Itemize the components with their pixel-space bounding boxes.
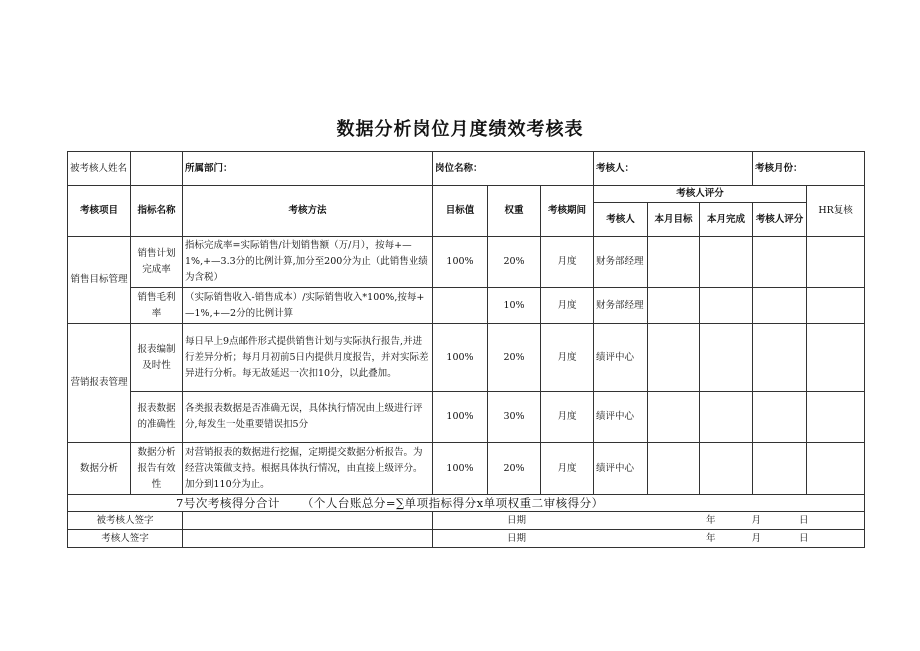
column-header-row: [68, 186, 865, 203]
rating-cell[interactable]: [753, 392, 807, 443]
col-weight: 权重: [488, 186, 541, 237]
indicator-cell: 销售毛利率: [131, 288, 183, 324]
period-cell: 月度: [541, 392, 594, 443]
signature-field[interactable]: [183, 512, 433, 530]
rating-cell[interactable]: [753, 443, 807, 495]
month-target-cell[interactable]: [648, 443, 700, 495]
col-period: 考核期间: [541, 186, 594, 237]
method-cell: （实际销售收入-销售成本）/实际销售收入*100%,按每+—1%,+—2分的比例计算: [183, 288, 433, 324]
hr-review-cell[interactable]: [807, 392, 865, 443]
col-item: 考核项目: [68, 186, 131, 237]
date-cell: [433, 512, 865, 530]
assessor-cell: 绩评中心: [594, 443, 648, 495]
target-cell: 100%: [433, 443, 488, 495]
assessor-cell: 财务部经理: [594, 288, 648, 324]
assessor-cell: 绩评中心: [594, 392, 648, 443]
target-cell: 100%: [433, 392, 488, 443]
weight-cell: 10%: [488, 288, 541, 324]
total-lead: 7: [176, 496, 184, 510]
signature-field[interactable]: [183, 530, 433, 548]
col-month-target: 本月目标: [648, 203, 700, 237]
period-cell: 月度: [541, 288, 594, 324]
col-assessor-score: 考核人评分: [594, 186, 807, 203]
rating-cell[interactable]: [753, 288, 807, 324]
period-cell: 月度: [541, 237, 594, 288]
assessment-table: [67, 151, 865, 548]
total-label: 号次考核得分合计: [183, 496, 280, 510]
name-label: 被考核人姓名: [68, 152, 131, 186]
day-label: 日: [799, 514, 809, 526]
method-cell: 各类报表数据是否准确无误，具体执行情况由上级进行评分,每发生一处重要错误扣5分: [183, 392, 433, 443]
month-target-cell[interactable]: [648, 237, 700, 288]
target-cell: [433, 288, 488, 324]
target-cell: 100%: [433, 237, 488, 288]
weight-cell: 20%: [488, 443, 541, 495]
month-done-cell[interactable]: [700, 392, 753, 443]
col-target: 目标值: [433, 186, 488, 237]
method-cell: 每日早上9点邮件形式提供销售计划与实际执行报告,并进行差异分析；每月月初前5日内提供月度报告，并对实际差异进行分析。每无故延迟一次扣10分，以此叠加。: [183, 324, 433, 392]
table-row: [68, 392, 865, 443]
table-row: [68, 324, 865, 392]
hr-review-cell[interactable]: [807, 324, 865, 392]
month-target-cell[interactable]: [648, 392, 700, 443]
weight-cell: 30%: [488, 392, 541, 443]
col-assessor-rating: 考核人评分: [753, 203, 807, 237]
signature-label: 被考核人签字: [68, 512, 183, 530]
month-label-sig: 月: [751, 514, 762, 526]
target-cell: 100%: [433, 324, 488, 392]
total-formula: （个人台账总分=∑单项指标得分x单项权重二审核得分）: [301, 496, 604, 510]
table-row: [68, 288, 865, 324]
post-label: 岗位名称：: [433, 152, 594, 186]
signature-label: 考核人签字: [68, 530, 183, 548]
date-label: 日期: [507, 532, 527, 544]
total-row: [68, 495, 865, 512]
date-cell: [433, 530, 865, 548]
month-done-cell[interactable]: [700, 443, 753, 495]
period-cell: 月度: [541, 324, 594, 392]
assessor-cell: 财务部经理: [594, 237, 648, 288]
assessor-cell: 绩评中心: [594, 324, 648, 392]
hr-review-cell[interactable]: [807, 288, 865, 324]
item-cell: 数据分析: [68, 443, 131, 495]
month-done-cell[interactable]: [700, 324, 753, 392]
indicator-cell: 销售计划完成率: [131, 237, 183, 288]
month-target-cell[interactable]: [648, 288, 700, 324]
signature-row: [68, 530, 865, 548]
date-label: 日期: [507, 514, 527, 526]
year-label: 年: [706, 514, 716, 526]
month-label: 考核月份：: [753, 152, 865, 186]
hr-review-cell[interactable]: [807, 237, 865, 288]
rating-cell[interactable]: [753, 324, 807, 392]
indicator-cell: 报表编制及时性: [131, 324, 183, 392]
col-indicator: 指标名称: [131, 186, 183, 237]
dept-label: 所属部门：: [183, 152, 433, 186]
signature-row: [68, 512, 865, 530]
weight-cell: 20%: [488, 237, 541, 288]
col-assessor: 考核人: [594, 203, 648, 237]
year-label: 年: [706, 532, 716, 544]
indicator-cell: 报表数据的准确性: [131, 392, 183, 443]
assessor-label: 考核人：: [594, 152, 753, 186]
month-label-sig: 月: [751, 532, 762, 544]
col-month-done: 本月完成: [700, 203, 753, 237]
info-row: [68, 152, 865, 186]
month-done-cell[interactable]: [700, 237, 753, 288]
method-cell: 指标完成率=实际销售/计划销售额（万/月），按每+—1%,+—3.3分的比例计算,加分至200分为止（此销售业绩为含税）: [183, 237, 433, 288]
indicator-cell: 数据分析报告有效性: [131, 443, 183, 495]
name-field[interactable]: [131, 152, 183, 186]
weight-cell: 20%: [488, 324, 541, 392]
day-label: 日: [799, 532, 809, 544]
month-target-cell[interactable]: [648, 324, 700, 392]
method-cell: 对营销报表的数据进行挖掘，定期提交数据分析报告。为经营决策做支持。根据具体执行情况，由直接上级评分。加分到110分为止。: [183, 443, 433, 495]
col-hr-review: HR复核: [807, 186, 865, 237]
month-done-cell[interactable]: [700, 288, 753, 324]
page-title: 数据分析岗位月度绩效考核表: [336, 119, 584, 140]
table-row: [68, 443, 865, 495]
table-row: [68, 237, 865, 288]
hr-review-cell[interactable]: [807, 443, 865, 495]
item-cell: 销售目标管理: [68, 237, 131, 324]
col-method: 考核方法: [183, 186, 433, 237]
item-cell: 营销报表管理: [68, 324, 131, 443]
total-cell: [68, 495, 865, 512]
rating-cell[interactable]: [753, 237, 807, 288]
period-cell: 月度: [541, 443, 594, 495]
